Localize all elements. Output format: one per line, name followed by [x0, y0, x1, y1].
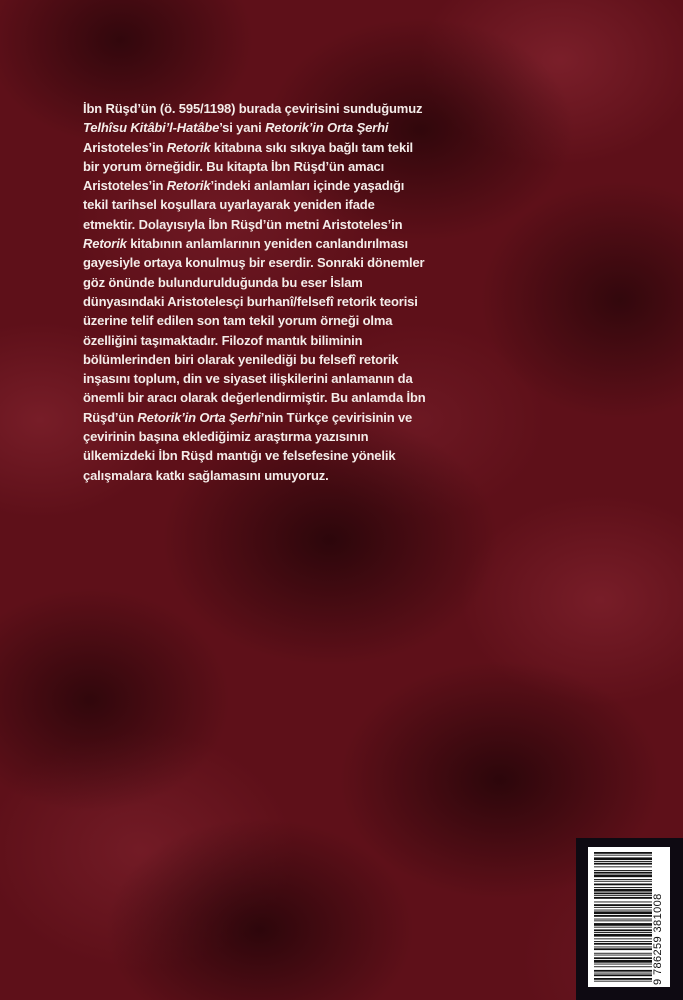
barcode-bar	[594, 907, 652, 908]
back-cover-blurb	[83, 99, 428, 485]
barcode-bar	[594, 919, 652, 920]
blurb-title-italic: Retorik’in Orta Şerhi	[137, 409, 261, 425]
barcode-bar	[594, 948, 652, 950]
blurb-text: ’si yani	[219, 120, 266, 136]
barcode-bar	[594, 953, 652, 954]
barcode-bar	[594, 889, 652, 892]
barcode-bar	[594, 897, 652, 899]
barcode-bar	[594, 861, 652, 862]
barcode-bar	[594, 947, 652, 948]
blurb-title-italic: Retorik	[83, 236, 127, 252]
barcode-bar	[594, 973, 652, 974]
barcode-bar	[594, 964, 652, 965]
barcode-bar	[594, 866, 652, 867]
barcode-bar	[594, 881, 652, 882]
barcode-bar	[594, 966, 652, 967]
blurb-text: ’indeki anlamları içinde yaşadığı tekil tarihsel koşullara uyarlayarak yeniden ifade etmektir. Dolayısıyla İbn Rüşd’ün metni Aristoteles’in	[83, 178, 405, 232]
blurb-title-italic: Retorik’in Orta Şerhi	[265, 120, 389, 136]
blurb-text: İbn Rüşd’ün (ö. 595/1198) burada çevirisini sunduğumuz	[83, 101, 423, 116]
blurb-text: Aristoteles’in	[83, 139, 167, 155]
barcode-bar	[594, 970, 652, 972]
barcode-bar	[594, 923, 652, 926]
isbn-barcode	[588, 847, 670, 987]
barcode-bar	[594, 893, 652, 895]
barcode-bar	[594, 960, 652, 963]
barcode-bar	[594, 943, 652, 945]
barcode-bars	[594, 850, 652, 984]
blurb-text: kitabının anlamlarının yeniden canlandırılması gayesiyle ortaya konulmuş bir eserdir. Sonraki dönemler göz önünde bulundurulduğunda bu eser İslam dünyasındaki Aristotelesçi burhanî/felsefî retorik teorisi üzerine telif edilen son tam tekil yorum örneği olma özelliğini taşımaktadır. Filozof mantık biliminin bölümlerinden biri olarak yenilediği bu felsefî retorik inşasını toplum, din ve siyaset ilişkilerini anlamanın da önemli bir aracı olarak değerlendirmiştir. Bu anlamda İbn Rüşd’ün	[83, 236, 426, 425]
blurb-title-italic: Telhîsu Kitâbi’l-Hatâbe	[83, 120, 220, 136]
barcode-bar	[594, 902, 652, 903]
barcode-bar	[594, 915, 652, 917]
barcode-bar	[594, 929, 652, 931]
barcode-bar	[594, 895, 652, 896]
barcode-bar	[594, 857, 652, 860]
barcode-bar	[594, 920, 652, 921]
blurb-text: ’nin Türkçe çevirisinin ve çevirinin başına eklediğimiz araştırma yazısının ülkemizdeki İbn Rüşd mantığı ve felsefesine yönelik çalışmalara katkı sağlamasını umuyoruz.	[83, 409, 413, 483]
blurb-title-italic: Retorik	[166, 178, 211, 194]
barcode-bar	[594, 981, 652, 982]
barcode-bar	[594, 974, 652, 976]
isbn-number: 9 786259 381008	[652, 893, 664, 985]
barcode-bar	[594, 932, 652, 933]
barcode-bar	[594, 978, 652, 980]
barcode-bar	[594, 957, 652, 959]
barcode-bar	[594, 955, 652, 956]
barcode-bar	[594, 910, 652, 911]
barcode-bar	[594, 938, 652, 939]
barcode-bar	[594, 934, 652, 937]
barcode-bar	[594, 879, 652, 880]
barcode-bar	[594, 884, 652, 886]
barcode-bar	[594, 855, 652, 856]
barcode-bar	[594, 875, 652, 878]
barcode-bar	[594, 872, 652, 874]
barcode-bar	[594, 941, 652, 942]
barcode-bar	[594, 887, 652, 888]
barcode-bar	[594, 904, 652, 906]
barcode-bar	[594, 870, 652, 871]
blurb-title-italic: Retorik	[166, 139, 211, 155]
barcode-panel	[576, 838, 683, 1000]
barcode-bar	[594, 863, 652, 865]
barcode-bar	[594, 927, 652, 928]
barcode-bar	[594, 911, 652, 914]
blurb-text: kitabına sıkı sıkıya bağlı tam tekil bir yorum örneğidir. Bu kitapta İbn Rüşd’ün amacı Aristoteles’in	[83, 139, 414, 194]
barcode-bar	[594, 852, 652, 854]
